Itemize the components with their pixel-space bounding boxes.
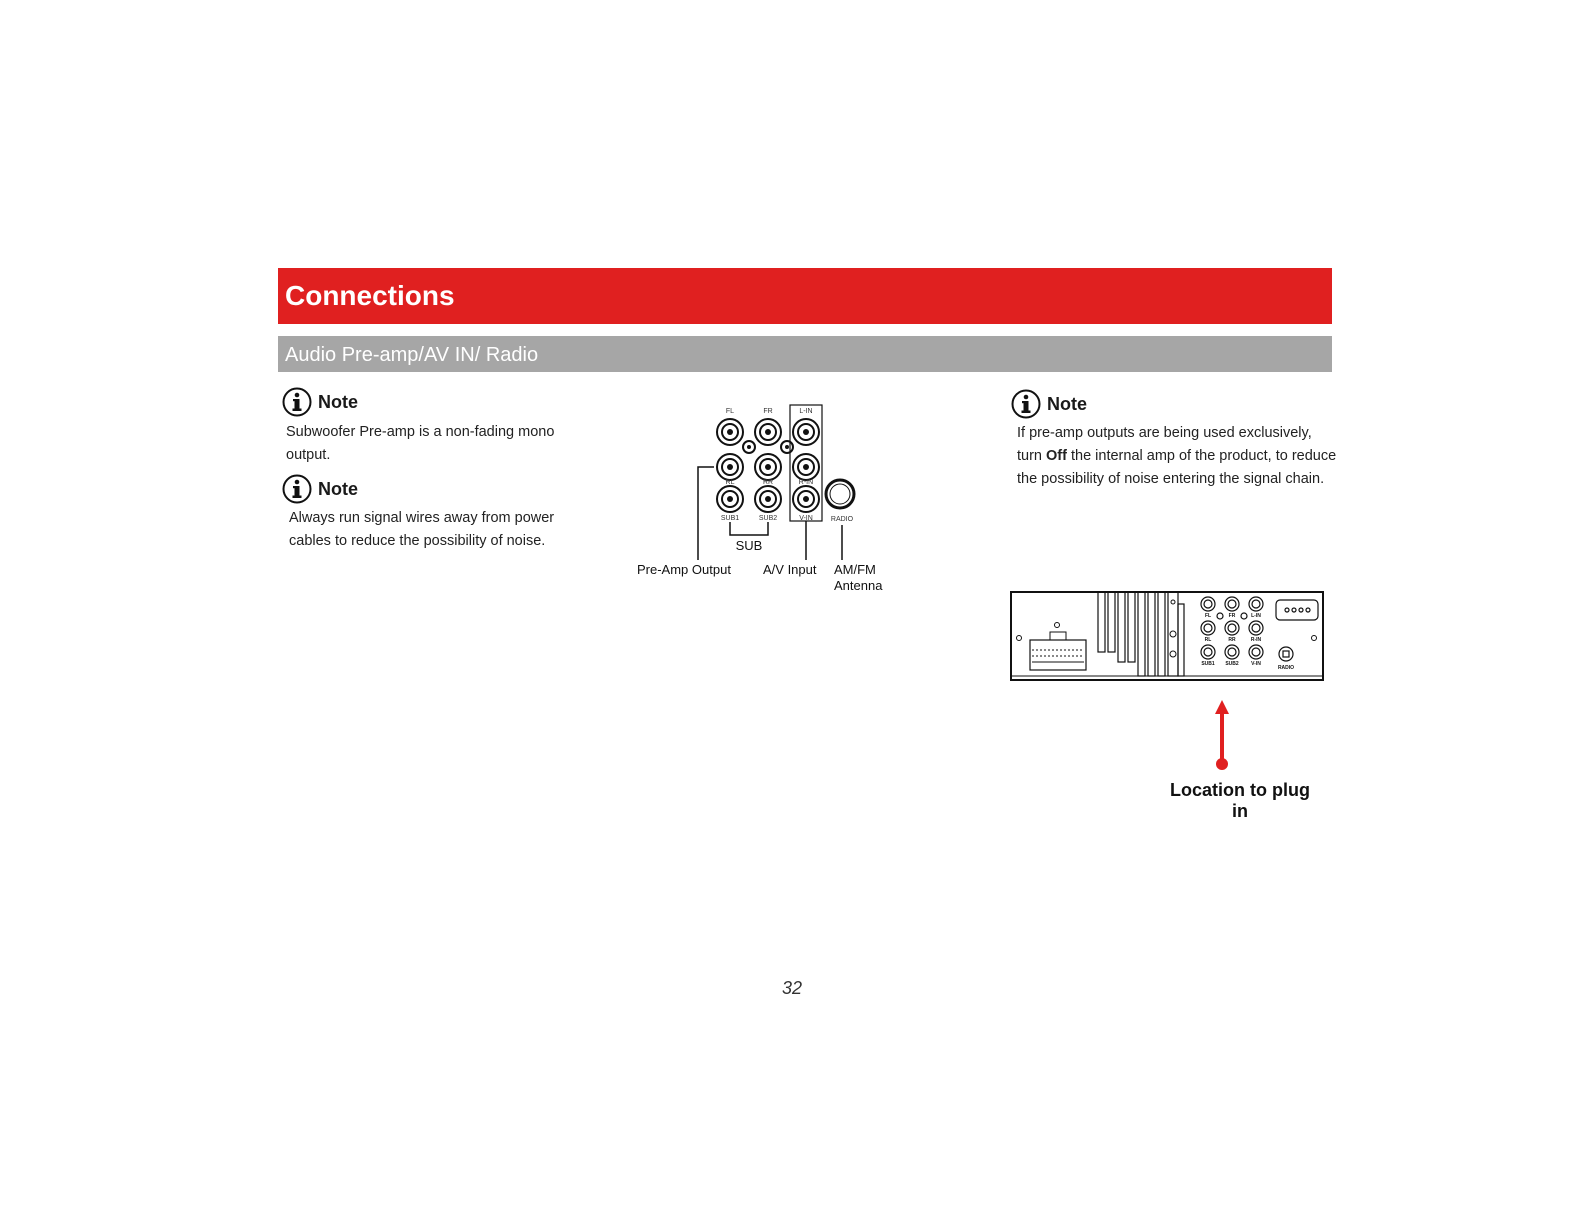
info-icon xyxy=(282,387,312,417)
note-heading-1 xyxy=(282,387,358,417)
rca-jack xyxy=(755,454,781,480)
jack-label: R-IN xyxy=(798,479,814,486)
note-heading-2 xyxy=(282,474,358,504)
panel-label: RADIO xyxy=(1277,665,1295,671)
panel-label: SUB1 xyxy=(1201,661,1215,667)
panel-label: L-IN xyxy=(1251,613,1261,619)
panel-label: R-IN xyxy=(1250,637,1262,643)
note-text-2: Always run signal wires away from power cables to reduce the possibility of noise. xyxy=(289,510,555,549)
panel-label: FL xyxy=(1204,613,1212,619)
rca-jack xyxy=(755,419,781,445)
rca-jack xyxy=(793,454,819,480)
jack-label: FR xyxy=(763,408,773,415)
rca-jack xyxy=(793,486,819,512)
callout-av-input: A/V Input xyxy=(763,562,817,577)
panel-label: FR xyxy=(1228,613,1236,619)
jack-label: V-IN xyxy=(799,515,813,522)
jack-label: RL xyxy=(725,479,735,486)
note-text-3-bold: Off xyxy=(1046,448,1067,464)
note-text-3-b: the internal amp of the product, to reduce the possibility of noise entering the signal chain. xyxy=(1017,448,1337,487)
sub-bracket xyxy=(730,522,768,535)
plug-location-label: Location to plug in xyxy=(1170,780,1310,821)
note-text-3-a: If pre-amp outputs are being used exclusively, turn xyxy=(1017,425,1312,464)
page-number: 32 xyxy=(781,978,803,998)
jack-label: FL xyxy=(725,408,735,415)
jack-label: L-IN xyxy=(799,408,813,415)
panel-label: V-IN xyxy=(1251,661,1261,667)
note-label: Note xyxy=(318,391,358,412)
jack-label: SUB2 xyxy=(758,515,778,522)
jack-label: RR xyxy=(762,479,774,486)
panel-label: RR xyxy=(1228,637,1236,643)
rca-jack xyxy=(793,419,819,445)
rca-jack xyxy=(717,454,743,480)
rca-jack xyxy=(755,486,781,512)
back-panel-diagram xyxy=(1010,590,1335,690)
note-text-1: Subwoofer Pre-amp is a non-fading mono output. xyxy=(286,424,555,463)
jack-label: RADIO xyxy=(830,516,854,523)
plug-location-arrow-icon xyxy=(1212,700,1232,772)
info-icon xyxy=(1011,389,1041,419)
note-label: Note xyxy=(1047,393,1087,414)
page-title: Connections xyxy=(278,268,1332,324)
callout-antenna: Antenna xyxy=(834,578,883,593)
info-icon xyxy=(282,474,312,504)
note-text-3 xyxy=(1017,422,1337,491)
panel-label: RL xyxy=(1204,637,1212,643)
panel-label: SUB2 xyxy=(1225,661,1239,667)
note-heading-3 xyxy=(1011,389,1087,419)
rca-jack xyxy=(717,419,743,445)
connector-diagram xyxy=(630,400,900,610)
sub-group-label: SUB xyxy=(735,538,763,553)
pre-amp-lead-line xyxy=(698,467,714,560)
callout-pre-amp-output: Pre-Amp Output xyxy=(637,562,731,577)
jack-label: SUB1 xyxy=(720,515,740,522)
rca-jack xyxy=(717,486,743,512)
section-subtitle: Audio Pre-amp/AV IN/ Radio xyxy=(278,336,1332,372)
callout-am-fm: AM/FM xyxy=(834,562,876,577)
note-label: Note xyxy=(318,478,358,499)
